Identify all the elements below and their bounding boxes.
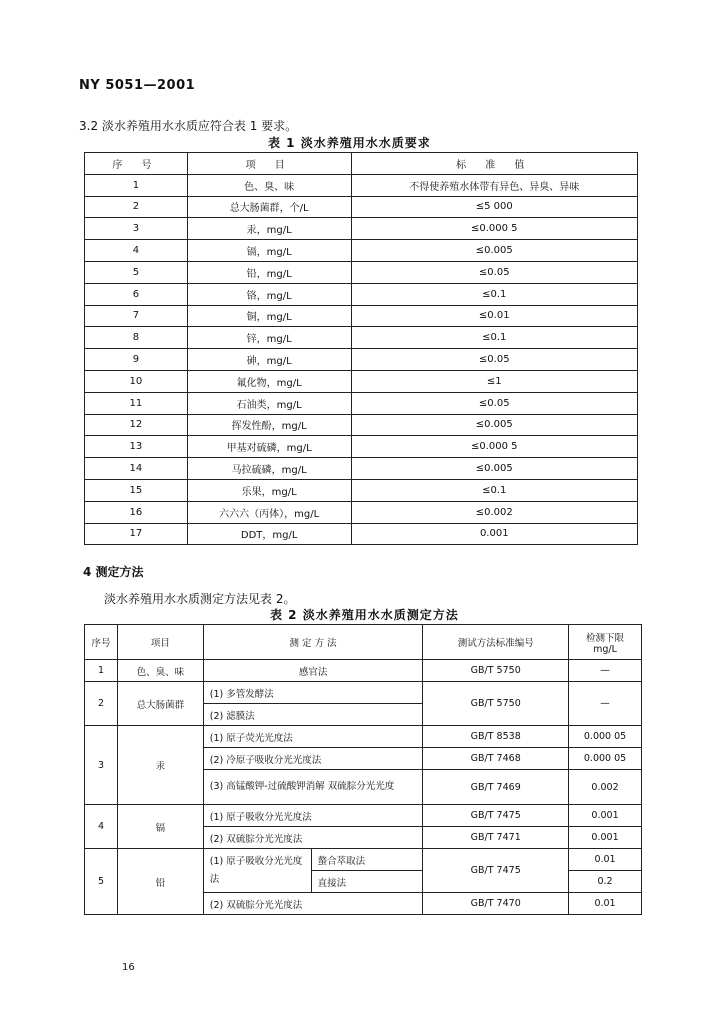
- table-row: [85, 174, 638, 196]
- table-row: [85, 218, 638, 240]
- table1-cell: DDT，mg/L: [187, 523, 351, 545]
- table1-cell: 锌，mg/L: [187, 327, 351, 349]
- table1-cell: 六六六（丙体），mg/L: [187, 501, 351, 523]
- table1-cell: 0.001: [351, 523, 637, 545]
- table-row: [85, 240, 638, 262]
- table-row: [85, 479, 638, 501]
- table-row: [85, 805, 642, 827]
- table1-cell: 11: [85, 392, 188, 414]
- cell: GB/T 7471: [423, 827, 569, 849]
- table1-cell: ≤0.005: [351, 458, 637, 480]
- cell: (1) 原子荧光光度法: [203, 726, 423, 748]
- standard-number: NY 5051—2001: [79, 78, 196, 93]
- cell: 3: [85, 726, 118, 805]
- table1-cell: 不得使养殖水体带有异色、异臭、异味: [351, 174, 637, 196]
- cell: GB/T 5750: [423, 682, 569, 726]
- table1-cell: ≤0.01: [351, 305, 637, 327]
- table1-cell: 4: [85, 240, 188, 262]
- header-no: 序号: [85, 625, 118, 660]
- table1-cell: ≤1: [351, 370, 637, 392]
- table1-cell: 挥发性酚，mg/L: [187, 414, 351, 436]
- table-row: [85, 726, 642, 748]
- cell: 0.002: [569, 770, 642, 805]
- table1-cell: ≤0.05: [351, 392, 637, 414]
- header-item: 项目: [117, 625, 203, 660]
- cell: (2) 双硫腙分光光度法: [203, 893, 423, 915]
- table-row: [85, 392, 638, 414]
- cell: (3) 高锰酸钾-过硫酸钾消解 双硫腙分光光度: [203, 770, 423, 805]
- table1-cell: 5: [85, 261, 188, 283]
- cell: 铅: [117, 849, 203, 915]
- table1-cell: ≤0.002: [351, 501, 637, 523]
- table1-header-cell: 标 准 值: [351, 153, 637, 175]
- table2-caption: 表 2 淡水养殖用水水质测定方法: [270, 608, 459, 622]
- table1-cell: 12: [85, 414, 188, 436]
- table1-cell: ≤0.005: [351, 414, 637, 436]
- table1-cell: 甲基对硫磷，mg/L: [187, 436, 351, 458]
- table1-cell: 2: [85, 196, 188, 218]
- table1-cell: 总大肠菌群，个/L: [187, 196, 351, 218]
- cell: 2: [85, 682, 118, 726]
- table-row: [85, 660, 642, 682]
- table-row: [85, 523, 638, 545]
- cell: 1: [85, 660, 118, 682]
- table-row: [85, 458, 638, 480]
- table1-cell: 汞，mg/L: [187, 218, 351, 240]
- table1-cell: 1: [85, 174, 188, 196]
- table1-cell: 砷，mg/L: [187, 349, 351, 371]
- table1-cell: 铅，mg/L: [187, 261, 351, 283]
- table-row: [85, 414, 638, 436]
- cell: 0.000 05: [569, 726, 642, 748]
- cell: 0.001: [569, 805, 642, 827]
- header-std: 测试方法标准编号: [423, 625, 569, 660]
- cell: GB/T 7475: [423, 849, 569, 893]
- cell: 色、臭、味: [117, 660, 203, 682]
- cell: 5: [85, 849, 118, 915]
- cell: 0.001: [569, 827, 642, 849]
- table1-cell: 氟化物，mg/L: [187, 370, 351, 392]
- table-row: [85, 501, 638, 523]
- table1-cell: ≤0.1: [351, 479, 637, 501]
- table-row: [85, 305, 638, 327]
- cell: (1) 多管发酵法: [203, 682, 423, 704]
- table1-cell: 17: [85, 523, 188, 545]
- cell: —: [569, 660, 642, 682]
- table1-cell: 马拉硫磷，mg/L: [187, 458, 351, 480]
- table1-cell: 9: [85, 349, 188, 371]
- table-row: [85, 682, 642, 704]
- cell: (1) 原子吸收分光光度法: [203, 805, 423, 827]
- cell: 0.000 05: [569, 748, 642, 770]
- cell: (2) 冷原子吸收分光光度法: [203, 748, 423, 770]
- table-row: [85, 196, 638, 218]
- table1-cell: 10: [85, 370, 188, 392]
- cell: 汞: [117, 726, 203, 805]
- table1-cell: ≤0.05: [351, 261, 637, 283]
- table1-cell: 铜，mg/L: [187, 305, 351, 327]
- table-row: [85, 349, 638, 371]
- header-limit-line2: mg/L: [593, 643, 617, 655]
- table-row: [85, 283, 638, 305]
- table1: [84, 152, 638, 545]
- table1-cell: 色、臭、味: [187, 174, 351, 196]
- header-limit-line1: 检测下限: [586, 632, 625, 644]
- table1-cell: 13: [85, 436, 188, 458]
- cell: 0.01: [569, 893, 642, 915]
- table1-cell: 14: [85, 458, 188, 480]
- cell: 0.2: [569, 871, 642, 893]
- cell: GB/T 8538: [423, 726, 569, 748]
- page-number: 16: [122, 962, 135, 973]
- table1-cell: ≤0.000 5: [351, 436, 637, 458]
- cell: GB/T 5750: [423, 660, 569, 682]
- table1-cell: ≤0.1: [351, 283, 637, 305]
- table-row: [85, 327, 638, 349]
- cell: GB/T 7470: [423, 893, 569, 915]
- table1-cell: 15: [85, 479, 188, 501]
- cell: —: [569, 682, 642, 726]
- header-limit: [569, 625, 642, 660]
- table1-header-cell: 序 号: [85, 153, 188, 175]
- table1-cell: 乐果，mg/L: [187, 479, 351, 501]
- cell: 总大肠菌群: [117, 682, 203, 726]
- section-3-2-text: 3.2 淡水养殖用水水质应符合表 1 要求。: [79, 119, 298, 133]
- table1-cell: ≤0.05: [351, 349, 637, 371]
- cell: (2) 滤膜法: [203, 704, 423, 726]
- table1-cell: 石油类，mg/L: [187, 392, 351, 414]
- header-method: 测 定 方 法: [203, 625, 423, 660]
- table1-cell: 6: [85, 283, 188, 305]
- table1-cell: 铬，mg/L: [187, 283, 351, 305]
- table1-header-cell: 项 目: [187, 153, 351, 175]
- table1-cell: 7: [85, 305, 188, 327]
- cell: 镉: [117, 805, 203, 849]
- cell: GB/T 7468: [423, 748, 569, 770]
- table1-cell: 3: [85, 218, 188, 240]
- section-4-text: 淡水养殖用水水质测定方法见表 2。: [104, 592, 296, 606]
- cell: 0.01: [569, 849, 642, 871]
- table1-caption: 表 1 淡水养殖用水水质要求: [268, 136, 431, 150]
- table2: [84, 624, 642, 915]
- table1-cell: 16: [85, 501, 188, 523]
- cell: 直接法: [311, 871, 423, 893]
- table1-header-row: [85, 153, 638, 175]
- cell: 感官法: [203, 660, 423, 682]
- cell: GB/T 7469: [423, 770, 569, 805]
- table-row: [85, 436, 638, 458]
- table1-cell: ≤0.1: [351, 327, 637, 349]
- table-row: [85, 261, 638, 283]
- table-row: [85, 849, 642, 871]
- cell: 螯合萃取法: [311, 849, 423, 871]
- table1-cell: 镉，mg/L: [187, 240, 351, 262]
- section-4-title: 4 测定方法: [83, 565, 144, 579]
- table1-cell: ≤0.000 5: [351, 218, 637, 240]
- table-row: [85, 370, 638, 392]
- table1-cell: ≤5 000: [351, 196, 637, 218]
- table1-cell: 8: [85, 327, 188, 349]
- cell: (2) 双硫腙分光光度法: [203, 827, 423, 849]
- table1-cell: ≤0.005: [351, 240, 637, 262]
- cell: (1) 原子吸收分光光度法: [203, 849, 311, 893]
- cell: 4: [85, 805, 118, 849]
- cell: GB/T 7475: [423, 805, 569, 827]
- table2-header-row: [85, 625, 642, 660]
